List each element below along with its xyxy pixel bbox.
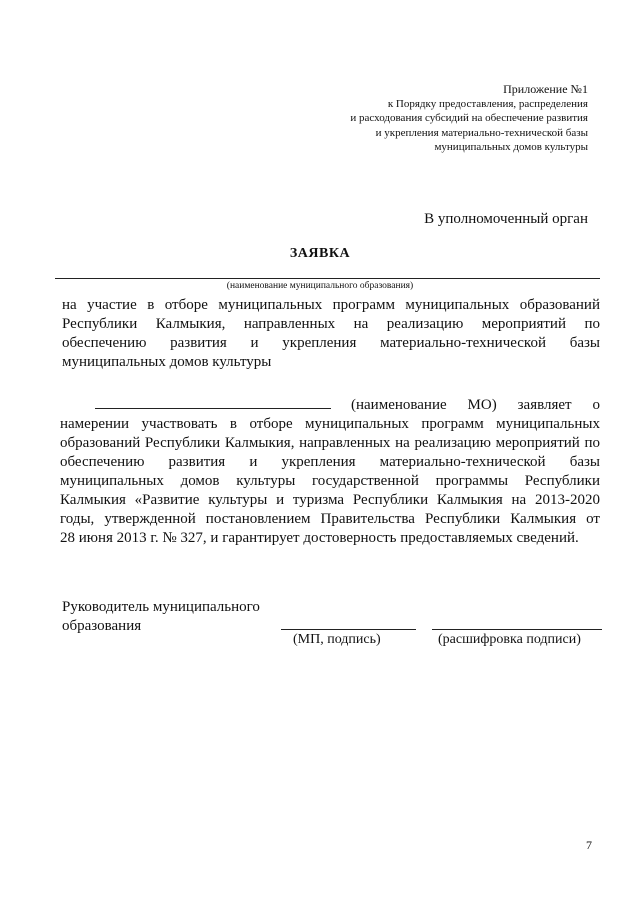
signature-caption: (МП, подпись) — [293, 632, 381, 647]
body-line: 28 июня 2013 г. № 327, и гарантирует достоверность предоставляемых сведений. — [60, 530, 579, 546]
body-line: годы, утвержденной постановлением Правительства Республики Калмыкия от — [60, 511, 600, 527]
signatory-title — [62, 598, 260, 636]
municipality-name-caption: (наименование муниципального образования) — [226, 281, 414, 291]
subject-line: муниципальных домов культуры — [62, 354, 272, 370]
subject-line: обеспечению развития и укрепления материально-технической базы — [62, 335, 600, 351]
signatory-title-line: Руководитель муниципального — [62, 599, 260, 615]
body-line: намерении участвовать в отборе муниципальных программ муниципальных — [60, 416, 600, 432]
appendix-block — [350, 82, 588, 155]
subject-line: Республики Калмыкия, направленных на реализацию мероприятий по — [62, 316, 600, 332]
appendix-line: Приложение №1 — [503, 82, 588, 96]
body-paragraph — [60, 394, 600, 548]
body-line: образований Республики Калмыкия, направленных на реализацию мероприятий по — [60, 435, 600, 451]
appendix-line: к Порядку предоставления, распределения — [387, 97, 588, 110]
body-line: муниципальных домов культуры государственной программы Республики — [60, 473, 600, 489]
body-first-line-tail: (наименование МО) заявляет о — [351, 397, 600, 413]
document-title: ЗАЯВКА — [289, 246, 351, 261]
appendix-line: муниципальных домов культуры — [434, 141, 588, 153]
signatory-title-line: образования — [62, 618, 142, 634]
appendix-line: и расходования субсидий на обеспечение развития — [350, 112, 588, 124]
signature-transcript-line — [432, 629, 602, 630]
municipality-name-line — [55, 278, 600, 279]
body-line: Калмыкия «Развитие культуры и туризма Республики Калмыкия на 2013-2020 — [60, 492, 600, 508]
page-number: 7 — [586, 838, 592, 852]
subject-line: на участие в отборе муниципальных программ муниципальных образований — [62, 297, 600, 313]
appendix-line: и укрепления материально-технической базы — [375, 126, 588, 139]
subject-paragraph — [62, 296, 600, 372]
body-first-line — [60, 394, 600, 415]
recipient: В уполномоченный орган — [424, 211, 588, 227]
body-line: обеспечению развития и укрепления материально-технической базы — [60, 454, 600, 470]
signature-transcript-caption: (расшифровка подписи) — [438, 632, 581, 647]
mo-name-blank — [95, 394, 331, 409]
signature-line — [281, 629, 416, 630]
